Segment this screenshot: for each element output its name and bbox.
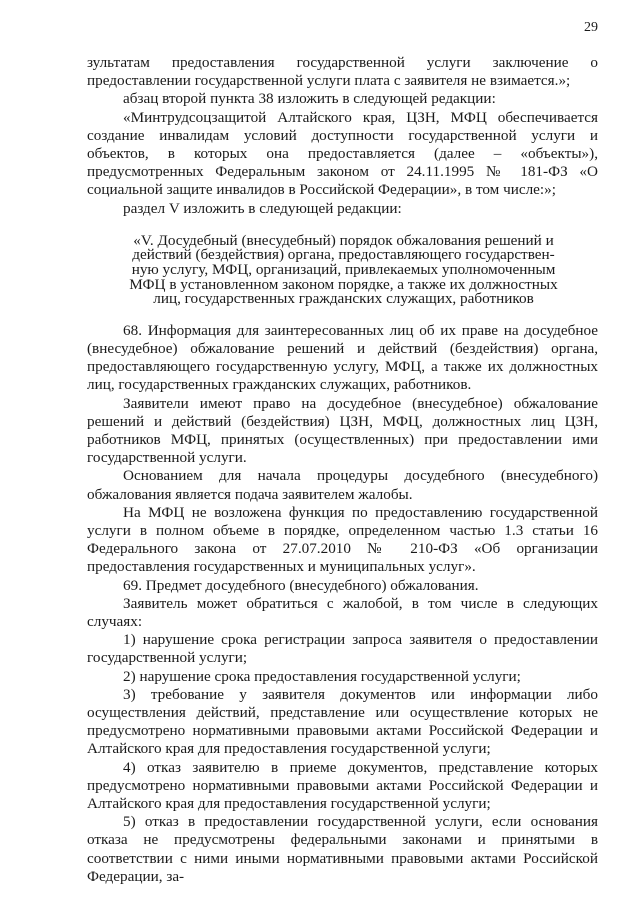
paragraph: раздел V изложить в следующей редакции: [123, 199, 402, 217]
paragraph: 68. Информация для заинтересованных лиц об их праве на досудебное (внесудебное) обжалование решений и действий (бездействия) органа, предоставляющего государственную услугу, МФЦ, а также их должностных лиц, государственных гражданских служащих, работников. [87, 321, 598, 394]
paragraphs-after-heading [87, 322, 598, 886]
paragraph: 69. Предмет досудебного (внесудебного) обжалования. [123, 576, 479, 594]
section-heading [87, 231, 598, 308]
paragraph: Основанием для начала процедуры досудебного (внесудебного) обжалования является подача заявителем жалобы. [87, 467, 598, 503]
paragraphs-before-heading [87, 54, 598, 218]
section-heading-line: ную услугу, МФЦ, организаций, привлекаемых уполномоченным [131, 261, 556, 279]
paragraph: абзац второй пункта 38 изложить в следующей редакции: [123, 90, 496, 108]
paragraph: На МФЦ не возложена функция по предоставлению государственной услуги в полном объеме в порядке, определенном частью 1.3 статьи 16 Федерального закона от 27.07.2010 № 210-ФЗ «Об организации предоставления государственных и муниципальных услуг». [87, 503, 598, 576]
section-heading-line: действий (бездействия) органа, предоставляющего государствен- [132, 246, 555, 264]
document-body [87, 54, 598, 886]
paragraph: «Минтрудсоцзащитой Алтайского края, ЦЗН, МФЦ обеспечивается создание инвалидам условий доступности государственной услуги и объектов, в которых она предоставляется (далее – «объекты»), предусмотренных Федеральным законом от 24.11.1995 № 181-ФЗ «О социальной защите инвалидов в Российской Федерации», в том числе:»; [87, 108, 598, 199]
paragraph: 4) отказ заявителю в приеме документов, представление которых предусмотрено нормативными правовыми актами Российской Федерации и Алтайского края для предоставления государственной услуги; [87, 758, 598, 813]
paragraph: 2) нарушение срока предоставления государственной услуги; [123, 667, 521, 685]
paragraph: 5) отказ в предоставлении государственной услуги, если основания отказа не предусмотрены федеральными законами и принятыми в соответствии с ними иными нормативными правовыми актами Российской Федерации, за- [87, 813, 598, 885]
paragraph: Заявители имеют право на досудебное (внесудебное) обжалование решений и действий (бездействия) ЦЗН, МФЦ, должностных лиц ЦЗН, работников МФЦ, принятых (осуществленных) при предоставлении ими государственной услуги. [87, 394, 598, 467]
paragraph: 1) нарушение срока регистрации запроса заявителя о предоставлении государственной услуги; [87, 631, 598, 667]
paragraph: 3) требование у заявителя документов или информации либо осуществления действий, представление или осуществление которых не предусмотрено нормативными правовыми актами Российской Федерации и Алтайского края для предоставления государственной услуги; [87, 685, 598, 758]
paragraph: Заявитель может обратиться с жалобой, в том числе в следующих случаях: [87, 594, 598, 631]
section-heading-line: МФЦ в установленном законом порядке, а также их должностных [129, 275, 558, 293]
section-heading-line: «V. Досудебный (внесудебный) порядок обжалования решений и [133, 231, 554, 249]
page-number: 29 [584, 20, 598, 35]
section-heading-line: лиц, государственных гражданских служащих, работников [153, 290, 534, 308]
paragraph: зультатам предоставления государственной услуги заключение о предоставлении государственной услуги плата с заявителя не взимается.»; [87, 54, 598, 90]
